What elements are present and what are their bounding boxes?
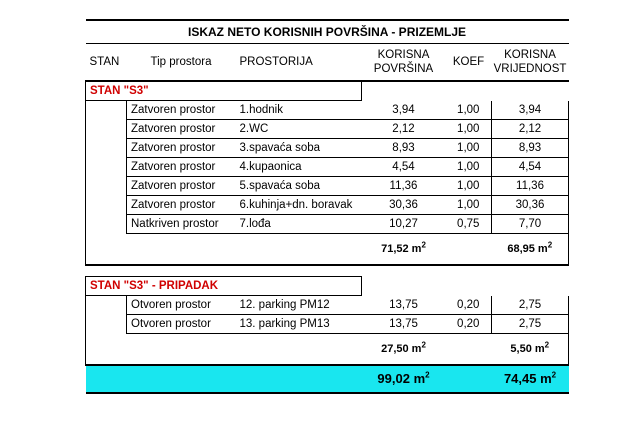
povrsina-cell: 13,75 [362, 296, 446, 315]
table-title: ISKAZ NETO KORISNIH POVRŠINA - PRIZEMLJE [86, 20, 569, 44]
subtotal-vrijednost-cell [492, 234, 569, 266]
prostorija-cell: 12. parking PM12 [236, 296, 362, 315]
povrsina-cell: 3,94 [362, 101, 446, 120]
section-spacer [362, 81, 569, 101]
gap-cell [86, 265, 569, 277]
section-spacer [362, 277, 569, 296]
tip-prostora-cell: Zatvoren prostor [127, 196, 236, 215]
table-row [86, 101, 569, 120]
prostorija-cell: 5.spavaća soba [236, 177, 362, 196]
total-povrsina-cell [362, 365, 446, 393]
subtotal-povrsina: 71,52 m [381, 243, 422, 255]
prostorija-cell: 3.spavaća soba [236, 139, 362, 158]
subtotal-row [86, 334, 569, 366]
table-row [86, 158, 569, 177]
povrsina-cell: 30,36 [362, 196, 446, 215]
header-korisna-vrijednost [492, 44, 569, 82]
unit-exponent: 2 [421, 340, 426, 350]
prostorija-cell: 6.kuhinja+dn. boravak [236, 196, 362, 215]
prostorija-cell: 7.lođa [236, 215, 362, 234]
header-prostorija: PROSTORIJA [236, 44, 362, 82]
area-report [85, 19, 568, 394]
area-table [85, 19, 569, 394]
prostorija-cell: 2.WC [236, 120, 362, 139]
subtotal-koef-spacer [446, 234, 492, 266]
povrsina-cell: 4,54 [362, 158, 446, 177]
subtotal-povrsina: 27,50 m [381, 343, 422, 355]
stan-cell [86, 139, 127, 158]
koef-cell: 1,00 [446, 120, 492, 139]
povrsina-cell: 10,27 [362, 215, 446, 234]
unit-exponent: 2 [425, 370, 430, 380]
header-row [86, 44, 569, 82]
header-korisna-vrijednost-line1: KORISNA [504, 49, 556, 61]
stan-cell [86, 315, 127, 334]
subtotal-vrijednost-cell [492, 334, 569, 366]
header-korisna-povrsina-line1: KORISNA [377, 49, 430, 61]
koef-cell: 1,00 [446, 177, 492, 196]
subtotal-spacer [86, 234, 362, 266]
vrijednost-cell: 7,70 [492, 215, 569, 234]
total-spacer [86, 365, 362, 393]
vrijednost-cell: 30,36 [492, 196, 569, 215]
header-stan: STAN [86, 44, 127, 82]
table-row [86, 177, 569, 196]
koef-cell: 1,00 [446, 139, 492, 158]
subtotal-povrsina-cell [362, 234, 446, 266]
tip-prostora-cell: Otvoren prostor [127, 296, 236, 315]
stan-cell [86, 120, 127, 139]
subtotal-spacer [86, 334, 362, 366]
vrijednost-cell: 4,54 [492, 158, 569, 177]
povrsina-cell: 8,93 [362, 139, 446, 158]
table-row [86, 296, 569, 315]
stan-cell [86, 101, 127, 120]
subtotal-povrsina-cell [362, 334, 446, 366]
section-label: STAN "S3" [86, 81, 362, 101]
header-korisna-vrijednost-line2: VRIJEDNOST [493, 63, 567, 75]
header-koef: KOEF [446, 44, 492, 82]
povrsina-cell: 13,75 [362, 315, 446, 334]
total-koef-spacer [446, 365, 492, 393]
tip-prostora-cell: Zatvoren prostor [127, 120, 236, 139]
unit-exponent: 2 [421, 240, 426, 250]
koef-cell: 0,20 [446, 315, 492, 334]
stan-cell [86, 296, 127, 315]
tip-prostora-cell: Zatvoren prostor [127, 139, 236, 158]
tip-prostora-cell: Zatvoren prostor [127, 177, 236, 196]
prostorija-cell: 4.kupaonica [236, 158, 362, 177]
koef-cell: 1,00 [446, 101, 492, 120]
unit-exponent: 2 [544, 340, 550, 350]
povrsina-cell: 11,36 [362, 177, 446, 196]
koef-cell: 0,75 [446, 215, 492, 234]
gap-row [86, 265, 569, 277]
subtotal-vrijednost: 5,50 m [510, 343, 545, 355]
table-row [86, 196, 569, 215]
section-row [86, 81, 569, 101]
unit-exponent: 2 [547, 240, 553, 250]
stan-cell [86, 215, 127, 234]
table-row [86, 215, 569, 234]
subtotal-row [86, 234, 569, 266]
tip-prostora-cell: Zatvoren prostor [127, 158, 236, 177]
total-povrsina: 99,02 m [377, 371, 426, 386]
vrijednost-cell: 2,75 [492, 315, 569, 334]
total-vrijednost-cell [492, 365, 569, 393]
vrijednost-cell: 2,75 [492, 296, 569, 315]
header-tip-prostora: Tip prostora [127, 44, 236, 82]
prostorija-cell: 13. parking PM13 [236, 315, 362, 334]
table-row [86, 120, 569, 139]
povrsina-cell: 2,12 [362, 120, 446, 139]
koef-cell: 0,20 [446, 296, 492, 315]
total-row [86, 365, 569, 393]
stan-cell [86, 177, 127, 196]
unit-exponent: 2 [551, 370, 557, 380]
stan-cell [86, 158, 127, 177]
header-korisna-povrsina [362, 44, 446, 82]
stan-cell [86, 196, 127, 215]
tip-prostora-cell: Otvoren prostor [127, 315, 236, 334]
table-title-row [86, 20, 569, 44]
vrijednost-cell: 3,94 [492, 101, 569, 120]
header-korisna-povrsina-line2: POVRŠINA [373, 63, 434, 75]
table-row [86, 315, 569, 334]
subtotal-koef-spacer [446, 334, 492, 366]
total-vrijednost: 74,45 m [503, 371, 552, 386]
subtotal-vrijednost: 68,95 m [507, 243, 548, 255]
tip-prostora-cell: Zatvoren prostor [127, 101, 236, 120]
section-row [86, 277, 569, 296]
vrijednost-cell: 2,12 [492, 120, 569, 139]
vrijednost-cell: 8,93 [492, 139, 569, 158]
prostorija-cell: 1.hodnik [236, 101, 362, 120]
koef-cell: 1,00 [446, 158, 492, 177]
koef-cell: 1,00 [446, 196, 492, 215]
vrijednost-cell: 11,36 [492, 177, 569, 196]
table-row [86, 139, 569, 158]
section-label: STAN "S3" - PRIPADAK [86, 277, 362, 296]
tip-prostora-cell: Natkriven prostor [127, 215, 236, 234]
